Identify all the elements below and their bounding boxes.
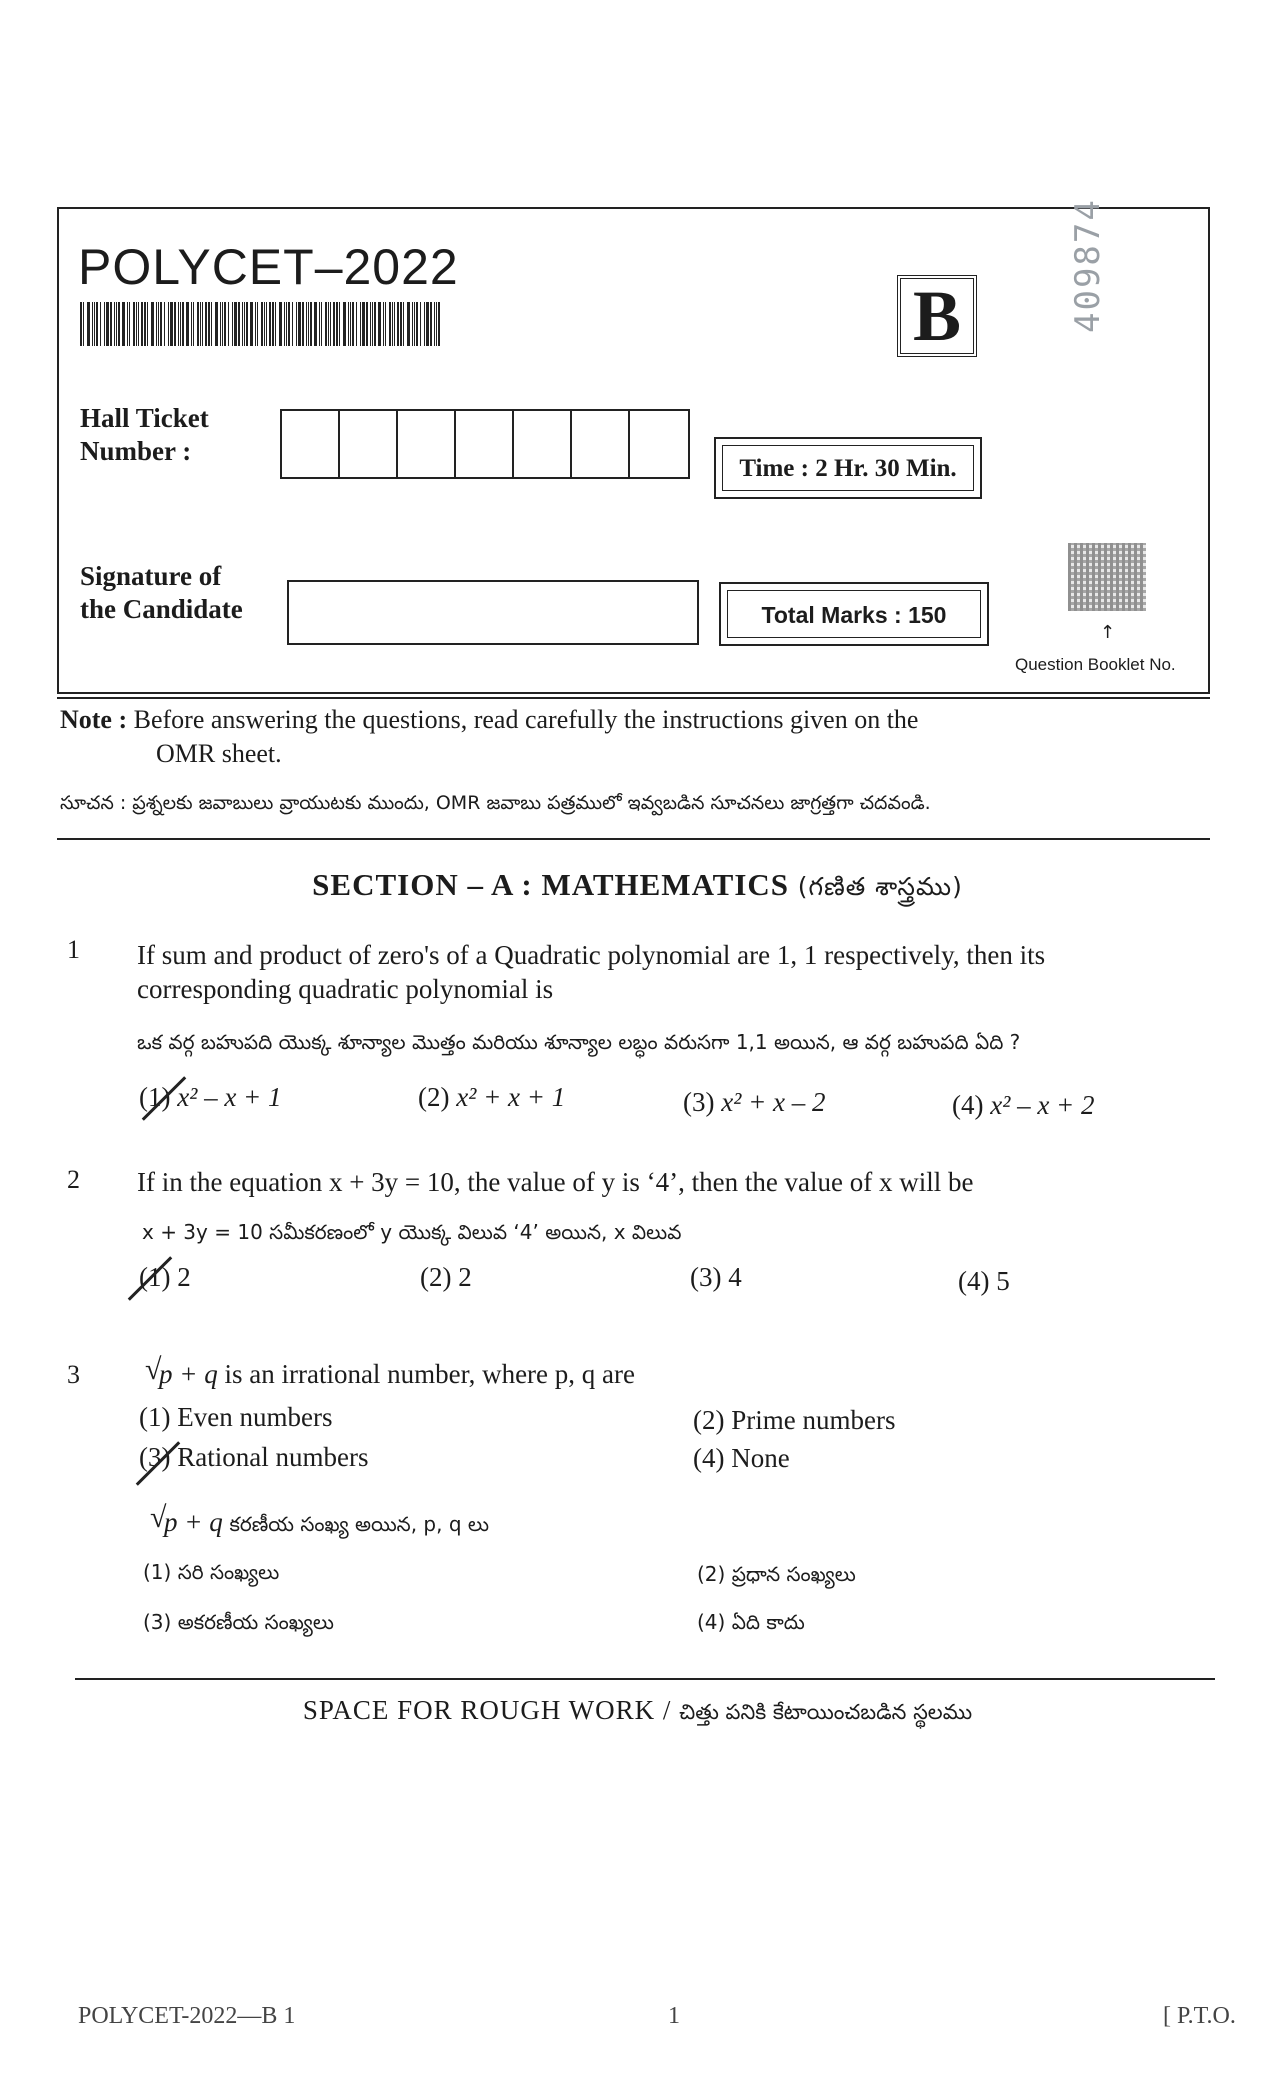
signature-field[interactable] — [287, 580, 699, 645]
option-text: Even numbers — [177, 1402, 333, 1432]
option-text: Prime numbers — [731, 1405, 896, 1435]
note-telugu — [60, 792, 931, 819]
barcode-bar — [141, 302, 143, 346]
barcode-bar — [104, 302, 105, 346]
booklet-serial-number: 409874 — [1068, 198, 1108, 333]
barcode-bar — [284, 302, 285, 346]
barcode-bar — [257, 302, 258, 346]
time-text: Time : 2 Hr. 30 Min. — [722, 445, 974, 491]
barcode-bar — [234, 302, 237, 346]
option-label: (1) — [143, 1560, 172, 1584]
option-2[interactable] — [418, 1082, 565, 1113]
option-te-4[interactable] — [697, 1610, 805, 1639]
question-3-text — [145, 1357, 635, 1391]
barcode-bar — [407, 302, 410, 346]
option-3[interactable] — [683, 1087, 826, 1118]
barcode-bar — [356, 302, 357, 346]
barcode-bar — [372, 302, 373, 346]
barcode-bar — [83, 302, 84, 346]
signature-label-line1: Signature of — [80, 561, 222, 591]
barcode-bar — [178, 302, 179, 346]
hall-ticket-digit-box[interactable] — [340, 411, 398, 477]
footer-code: POLYCET-2022—B 1 — [78, 2003, 296, 2029]
sqrt-expression — [145, 1357, 218, 1391]
barcode-bar — [339, 302, 340, 346]
barcode-bar — [333, 302, 335, 346]
barcode-bar — [174, 302, 176, 346]
option-label: (3) — [143, 1610, 172, 1634]
barcode-bar — [114, 302, 115, 346]
section-title-te: (గణిత శాస్త్రము) — [797, 872, 963, 901]
option-label: (1) — [139, 1262, 171, 1292]
barcode-bar — [87, 302, 90, 346]
barcode-bar — [238, 302, 240, 346]
barcode-bar — [250, 302, 253, 346]
section-title-en: SECTION – A : MATHEMATICS — [312, 867, 790, 902]
question-2-telugu: x + 3y = 10 సమీకరణంలో y యొక్క విలువ ‘4’ అయిన, x విలువ — [142, 1220, 682, 1244]
option-text: ఏది కాదు — [731, 1610, 805, 1634]
barcode-bar — [100, 302, 101, 346]
option-label: (3) — [139, 1442, 171, 1472]
barcode-bar — [136, 302, 137, 346]
barcode-bar — [151, 302, 154, 346]
barcode-bar — [127, 302, 128, 346]
barcode-bar — [343, 302, 346, 346]
hall-ticket-digit-box[interactable] — [282, 411, 340, 477]
hall-ticket-digit-box[interactable] — [456, 411, 514, 477]
barcode-bar — [426, 302, 429, 346]
signature-label — [80, 560, 243, 626]
hall-ticket-label — [80, 402, 209, 468]
barcode-bar — [348, 302, 349, 346]
barcode-bar — [182, 302, 184, 346]
question-3-telugu — [150, 1505, 489, 1541]
barcode-bar — [310, 302, 312, 346]
barcode-bar — [224, 302, 226, 346]
rough-work-te: చిత్తు పనికి కేటాయించబడిన స్థలము — [679, 1700, 973, 1724]
barcode-bar — [170, 302, 173, 346]
barcode-bar — [116, 302, 117, 346]
barcode-bar — [186, 302, 189, 346]
option-text: 4 — [728, 1262, 742, 1292]
note-te-label: సూచన : — [60, 792, 127, 814]
barcode-bar — [208, 302, 210, 346]
hall-ticket-digit-box[interactable] — [514, 411, 572, 477]
barcode-bar — [302, 302, 304, 346]
question-1-line1: If sum and product of zero's of a Quadratic polynomial are 1, 1 respectively, then its — [137, 940, 1046, 970]
barcode-bar — [321, 302, 322, 346]
page-number: 1 — [668, 2003, 680, 2029]
barcode-bar — [400, 302, 402, 346]
arrow-up-icon: ↑ — [1100, 622, 1116, 643]
barcode-bar — [366, 302, 368, 346]
barcode-bar — [389, 302, 391, 346]
option-text: x² – x + 2 — [990, 1090, 1095, 1120]
barcode-bar — [392, 302, 393, 346]
barcode-bar — [144, 302, 146, 346]
barcode-bar — [279, 302, 282, 346]
barcode-bar — [122, 302, 125, 346]
barcode-bar — [436, 302, 437, 346]
sqrt-expression — [150, 1505, 223, 1539]
option-text: ప్రధాన సంఖ్యలు — [731, 1562, 856, 1586]
option-label: (1) — [139, 1082, 171, 1112]
rough-work-heading — [0, 1695, 1275, 1730]
qr-code — [1068, 543, 1146, 611]
hall-ticket-label-line1: Hall Ticket — [80, 403, 209, 433]
barcode-bar — [362, 302, 365, 346]
option-1[interactable] — [139, 1262, 191, 1293]
option-text: None — [731, 1443, 790, 1473]
barcode-bar — [308, 302, 309, 346]
barcode-bar — [328, 302, 329, 346]
hall-ticket-input[interactable] — [280, 409, 690, 479]
option-text: x² – x + 1 — [177, 1082, 282, 1112]
barcode-bar — [378, 302, 381, 346]
option-text: x² + x – 2 — [721, 1087, 826, 1117]
barcode-bar — [96, 302, 98, 346]
barcode-bar — [138, 302, 139, 346]
barcode-bar — [325, 302, 327, 346]
barcode-bar — [272, 302, 274, 346]
barcode-bar — [397, 302, 399, 346]
hall-ticket-digit-box[interactable] — [572, 411, 630, 477]
barcode-bar — [158, 302, 159, 346]
barcode-bar — [80, 302, 82, 346]
hall-ticket-label-line2: Number : — [80, 436, 192, 466]
barcode-bar — [266, 302, 267, 346]
option-label: (1) — [139, 1402, 171, 1432]
rough-work-en: SPACE FOR ROUGH WORK / — [302, 1695, 672, 1725]
barcode-bar — [222, 302, 223, 346]
option-4[interactable] — [952, 1090, 1095, 1121]
option-label: (2) — [693, 1405, 725, 1435]
option-4[interactable] — [693, 1443, 790, 1474]
option-text: 2 — [458, 1262, 472, 1292]
barcode-bar — [330, 302, 331, 346]
barcode-bar — [92, 302, 93, 346]
divider — [75, 1678, 1215, 1680]
barcode-bar — [193, 302, 194, 346]
option-3[interactable] — [690, 1262, 742, 1293]
note-english — [60, 703, 918, 771]
note-text-line2: OMR sheet. — [156, 739, 282, 768]
option-te-3[interactable] — [143, 1610, 334, 1639]
barcode-bar — [200, 302, 201, 346]
question-number: 1 — [67, 935, 80, 964]
barcode-bar — [438, 302, 440, 346]
option-label: (2) — [420, 1262, 452, 1292]
barcode-bar — [215, 302, 218, 346]
option-label: (2) — [418, 1082, 450, 1112]
barcode-bar — [374, 302, 376, 346]
barcode-bar — [385, 302, 386, 346]
option-text: x² + x + 1 — [456, 1082, 566, 1112]
barcode-bar — [261, 302, 263, 346]
option-text: 2 — [177, 1262, 191, 1292]
barcode-bar — [394, 302, 395, 346]
barcode-bar — [164, 302, 165, 346]
barcode-bar — [298, 302, 301, 346]
barcode-bar — [118, 302, 120, 346]
barcode — [80, 302, 445, 346]
barcode-bar — [94, 302, 95, 346]
barcode-bar — [246, 302, 248, 346]
barcode-bar — [370, 302, 371, 346]
barcode-bar — [264, 302, 265, 346]
question-1-telugu: ఒక వర్గ బహుపది యొక్క శూన్యాల మొత్తం మరియు శూన్యాల లబ్ధం వరుసగా 1,1 అయిన, ఆ వర్గ బహుపది ఏది ? — [137, 1030, 1021, 1054]
barcode-bar — [288, 302, 290, 346]
barcode-bar — [420, 302, 421, 346]
barcode-bar — [244, 302, 245, 346]
barcode-bar — [197, 302, 199, 346]
option-1[interactable] — [139, 1402, 332, 1433]
hall-ticket-digit-box[interactable] — [398, 411, 456, 477]
option-1[interactable] — [139, 1082, 282, 1113]
barcode-bar — [424, 302, 425, 346]
barcode-bar — [156, 302, 157, 346]
barcode-bar — [360, 302, 361, 346]
barcode-bar — [314, 302, 317, 346]
set-code-box: B — [897, 275, 977, 357]
question-1-line2: corresponding quadratic polynomial is — [137, 974, 554, 1004]
note-text-line1: Before answering the questions, read carefully the instructions given on the — [133, 705, 919, 734]
barcode-bar — [106, 302, 109, 346]
exam-title: POLYCET–2022 — [78, 239, 459, 295]
pto-label: [ P.T.O. — [1163, 2003, 1236, 2029]
option-2[interactable] — [693, 1405, 895, 1436]
barcode-bar — [255, 302, 256, 346]
booklet-no-label: Question Booklet No. — [1015, 655, 1176, 674]
option-label: (4) — [693, 1443, 725, 1473]
barcode-bar — [306, 302, 307, 346]
total-marks-box — [719, 582, 989, 646]
barcode-bar — [160, 302, 162, 346]
question-3-te-rest: కరణీయ సంఖ్య అయిన, p, q లు — [229, 1512, 489, 1536]
barcode-bar — [168, 302, 169, 346]
option-text: సరి సంఖ్యలు — [177, 1560, 280, 1584]
question-2-text: If in the equation x + 3y = 10, the value of y is ‘4’, then the value of x will be — [137, 1167, 974, 1197]
option-label: (4) — [697, 1610, 726, 1634]
option-label: (4) — [952, 1090, 984, 1120]
option-te-2[interactable] — [697, 1562, 856, 1591]
option-4[interactable] — [958, 1266, 1010, 1297]
barcode-bar — [147, 302, 148, 346]
option-text: అకరణీయ సంఖ్యలు — [177, 1610, 334, 1634]
signature-label-line2: the Candidate — [80, 594, 243, 624]
option-label: (3) — [690, 1262, 722, 1292]
total-marks-text: Total Marks : 150 — [727, 590, 981, 638]
barcode-bar — [133, 302, 135, 346]
expression-text: p + q — [159, 1359, 218, 1389]
barcode-bar — [228, 302, 229, 346]
option-label: (2) — [697, 1562, 726, 1586]
barcode-bar — [286, 302, 287, 346]
barcode-bar — [336, 302, 338, 346]
note-label: Note : — [60, 705, 128, 734]
note-te-text: ప్రశ్నలకు జవాబులు వ్రాయుటకు ముందు, OMR జవాబు పత్రములో ఇవ్వబడిన సూచనలు జాగ్రత్తగా చదవండి. — [132, 792, 931, 814]
barcode-bar — [403, 302, 404, 346]
barcode-bar — [232, 302, 233, 346]
barcode-bar — [205, 302, 207, 346]
divider — [57, 697, 1210, 699]
option-text: Rational numbers — [177, 1442, 369, 1472]
barcode-bar — [350, 302, 351, 346]
question-1-text — [137, 938, 1045, 1006]
barcode-bar — [211, 302, 212, 346]
option-2[interactable] — [420, 1262, 472, 1293]
question-number: 2 — [67, 1165, 80, 1194]
barcode-bar — [414, 302, 415, 346]
expression-text: p + q — [164, 1507, 223, 1537]
barcode-bar — [275, 302, 276, 346]
barcode-bar — [319, 302, 320, 346]
option-te-1[interactable] — [143, 1560, 279, 1589]
barcode-bar — [269, 302, 271, 346]
option-label: (4) — [958, 1266, 990, 1296]
barcode-bar — [296, 302, 297, 346]
barcode-bar — [202, 302, 203, 346]
barcode-bar — [110, 302, 112, 346]
barcode-bar — [180, 302, 181, 346]
option-text: 5 — [996, 1266, 1010, 1296]
barcode-bar — [383, 302, 384, 346]
section-title — [0, 867, 1275, 908]
barcode-bar — [412, 302, 413, 346]
barcode-bar — [242, 302, 243, 346]
barcode-bar — [352, 302, 354, 346]
time-box — [714, 437, 982, 499]
divider — [57, 838, 1210, 840]
hall-ticket-digit-box[interactable] — [630, 411, 688, 477]
option-label: (3) — [683, 1087, 715, 1117]
barcode-bar — [416, 302, 418, 346]
question-3-rest: is an irrational number, where p, q are — [224, 1359, 635, 1389]
barcode-bar — [430, 302, 432, 346]
barcode-bar — [292, 302, 293, 346]
barcode-bar — [129, 302, 130, 346]
barcode-bar — [191, 302, 192, 346]
barcode-bar — [434, 302, 435, 346]
question-number: 3 — [67, 1360, 80, 1389]
barcode-bar — [220, 302, 221, 346]
